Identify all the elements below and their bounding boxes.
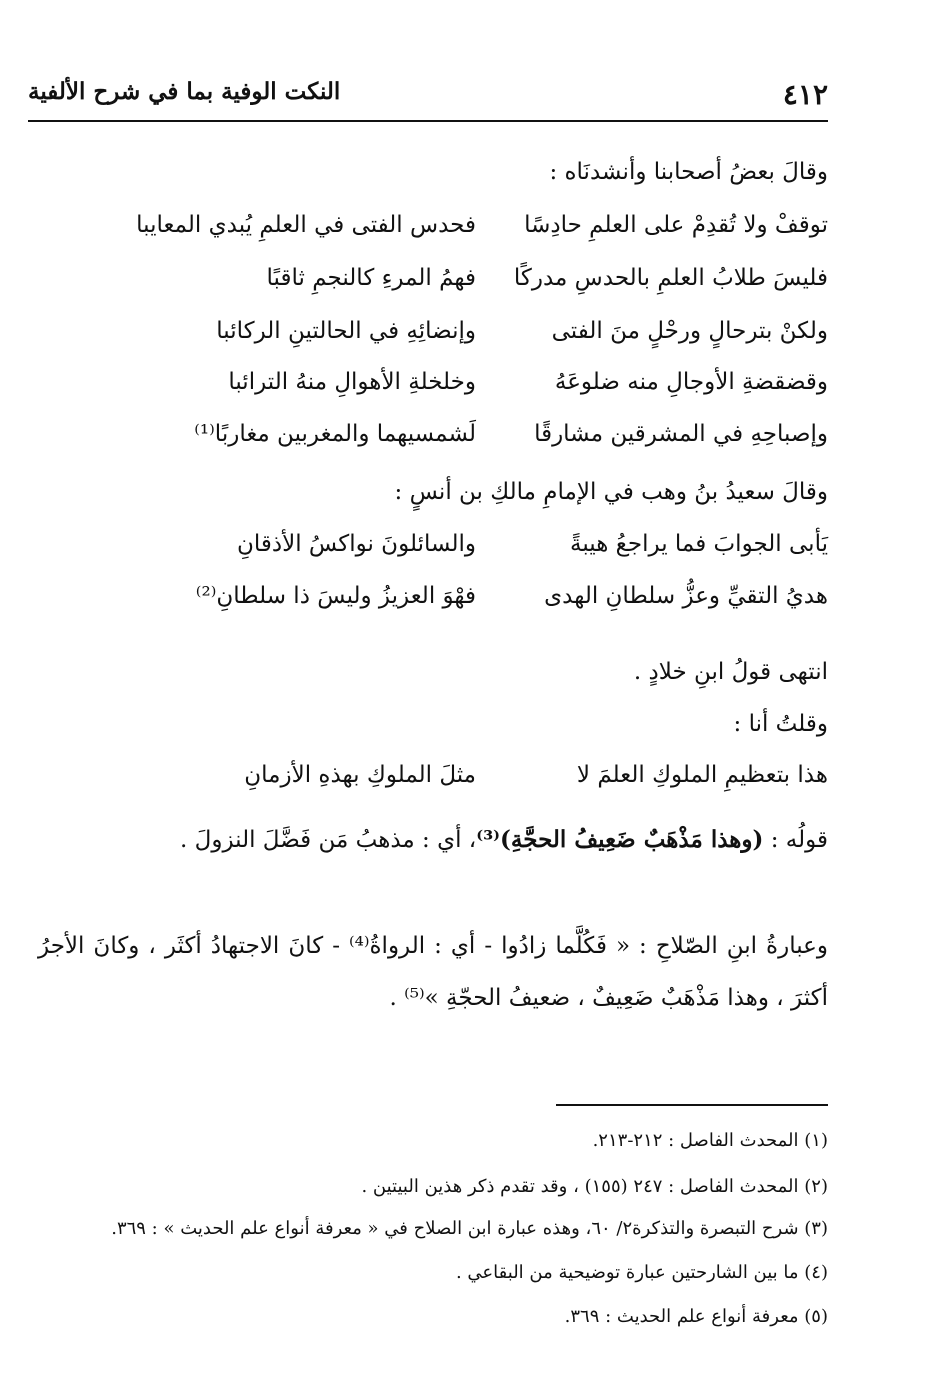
page-number: ٤١٢	[782, 78, 828, 111]
verse-line	[116, 212, 828, 248]
commentary-explanation: ، أي : مذهبُ مَن فَضَّلَ النزولَ .	[180, 827, 477, 853]
verse-second-hemistich: وإنضائِهِ في الحالتينِ الركائبا	[216, 318, 476, 344]
verse-second-hemistich: والسائلونَ نواكسُ الأذقانِ	[236, 531, 476, 557]
commentary-lead: قولُه :	[763, 827, 828, 853]
verse-first-hemistich: وإصباحِهِ في المشرقين مشارقًا	[534, 421, 828, 447]
commentary-paragraph-2: وعبارةُ ابنِ الصّلاحِ : « فَكُلَّما زادُوا - أي : الرواةُ⁽⁴⁾ - كانَ الاجتهادُ أكثَر ، وكانَ الأجرُ أكثرَ ، وهذا مَذْهَبٌ ضَعِيفٌ ، ضعيفُ الحجّةِ »⁽⁵⁾ .	[38, 933, 828, 1011]
commentary-paragraph-1	[38, 814, 828, 866]
footnote-5: (٥) معرفة أنواع علم الحديث : ٣٦٩.	[564, 1306, 828, 1327]
verse-first-hemistich: يَأبى الجوابَ فما يراجعُ هيبةً	[570, 531, 828, 557]
verse-second-hemistich: فهمُ المرءِ كالنجمِ ثاقبًا	[266, 265, 476, 291]
footnote-4: (٤) ما بين الشارحتين عبارة توضيحية من البقاعي .	[455, 1262, 828, 1283]
verse-first-hemistich: هذا بتعظيمِ الملوكِ العلمَ لا	[576, 762, 828, 788]
verse-line	[116, 531, 828, 567]
intro-line-1: وقالَ بعضُ أصحابنا وأنشدنَاه :	[549, 159, 828, 185]
verse-second-hemistich: فهْوَ العزيزُ وليسَ ذا سلطانِ⁽²⁾	[195, 583, 476, 609]
verse-line	[116, 583, 828, 619]
footnote-1: (١) المحدث الفاصل : ٢١٢-٢١٣.	[592, 1130, 828, 1151]
intro-line-2: وقالَ سعيدُ بنُ وهب في الإمامِ مالكِ بن أنسٍ :	[394, 479, 828, 505]
verse-line	[116, 421, 828, 457]
running-title: النكت الوفية بما في شرح الألفية	[28, 78, 341, 105]
verse-second-hemistich: وخلخلةِ الأهوالِ منهُ الترائبا	[228, 369, 476, 395]
verse-line	[116, 265, 828, 301]
quoted-phrase: (وهذا مَذْهَبٌ ضَعِيفُ الحجَّةِ)⁽³⁾	[476, 826, 764, 853]
verse-second-hemistich: لَشمسيهما والمغربين مغاربًا⁽¹⁾	[194, 421, 476, 447]
verse-line	[116, 762, 828, 798]
footnote-2: (٢) المحدث الفاصل : ٢٤٧ (١٥٥) ، وقد تقدم ذكر هذين البيتين .	[361, 1176, 828, 1197]
verse-first-hemistich: فليسَ طلابُ العلمِ بالحدسِ مدركًا	[513, 265, 828, 291]
verse-first-hemistich: توقفْ ولا تُقدِمْ على العلمِ حادِسًا	[524, 212, 828, 238]
footnote-separator	[556, 1104, 828, 1106]
verse-line	[116, 369, 828, 405]
verse-first-hemistich: هديُ التقيِّ وعزُّ سلطانِ الهدى	[544, 583, 828, 609]
verse-first-hemistich: وقضقضةِ الأوجالِ منه ضلوعَهُ	[554, 369, 828, 395]
verse-first-hemistich: ولكنْ بترحالٍ ورحْلٍ منَ الفتى	[551, 318, 828, 344]
verse-second-hemistich: فحدس الفتى في العلمِ يُبدي المعايبا	[136, 212, 476, 238]
i-said-line: وقلتُ أنا :	[733, 711, 828, 737]
verse-second-hemistich: مثلَ الملوكِ بهذهِ الأزمانِ	[244, 762, 476, 788]
verse-line	[116, 318, 828, 354]
end-of-quote-line: انتهى قولُ ابنِ خلادٍ .	[633, 659, 828, 685]
page-header	[28, 74, 828, 122]
footnote-3: (٣) شرح التبصرة والتذكرة٢/ ٦٠، وهذه عبارة ابن الصلاح في « معرفة أنواع علم الحديث » : ٣٦٩.	[111, 1218, 828, 1239]
